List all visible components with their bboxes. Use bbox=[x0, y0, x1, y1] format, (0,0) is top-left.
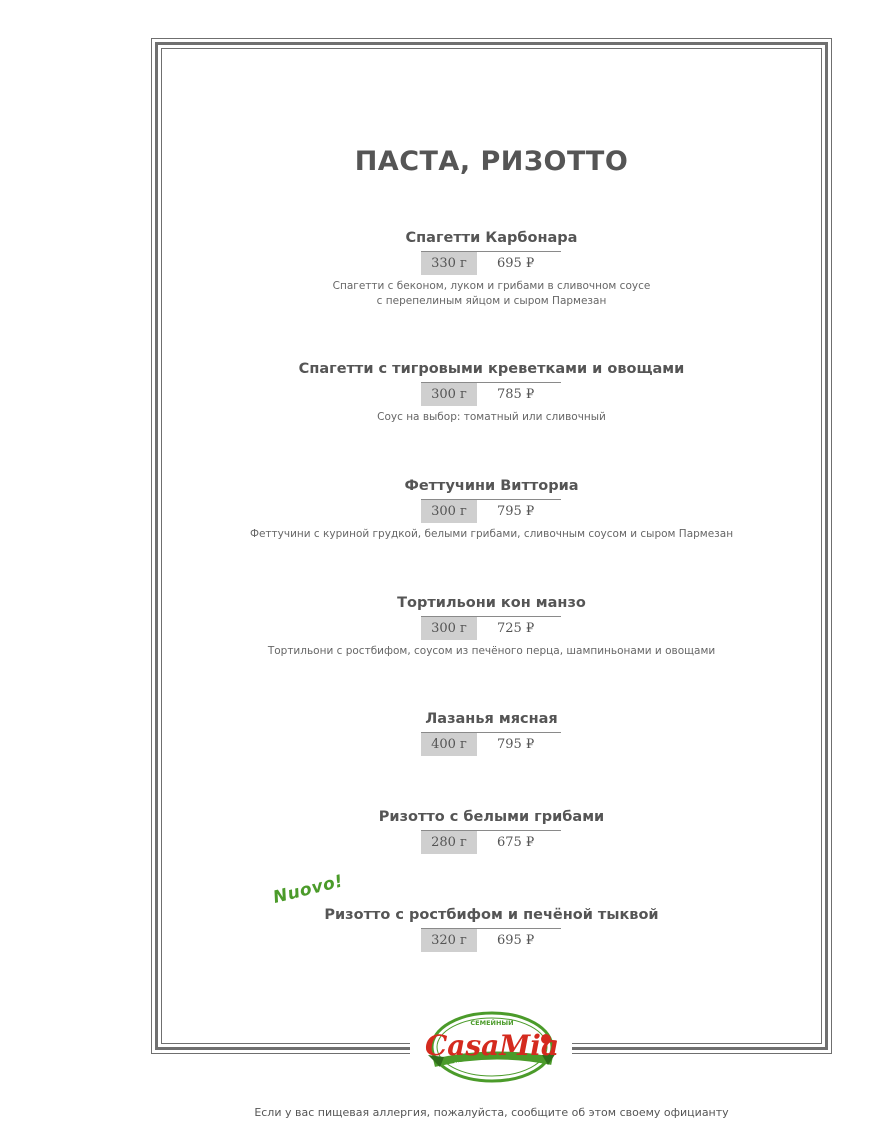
dish-description-line: Феттучини с куриной грудкой, белыми грибами, сливочным соусом и сыром Пармезан bbox=[249, 528, 734, 540]
new-badge: Nuovo! bbox=[271, 871, 346, 908]
dish-description-line: Спагетти с беконом, луком и грибами в сливочном соусе bbox=[332, 280, 651, 292]
dish-price: 795 ₽ bbox=[497, 504, 535, 519]
menu-item bbox=[151, 359, 832, 425]
logo-top-text: СЕМЕЙНЫЙ bbox=[470, 1019, 514, 1027]
dish-price: 795 ₽ bbox=[497, 737, 535, 752]
page-title: ПАСТА, РИЗОТТО bbox=[354, 146, 629, 177]
dish-description-line: Тортильони с ростбифом, соусом из печёного перца, шампиньонами и овощами bbox=[267, 645, 716, 657]
dish-weight: 400 г bbox=[421, 733, 477, 756]
price-row bbox=[151, 499, 832, 525]
price-row bbox=[151, 732, 832, 758]
menu-item bbox=[151, 228, 832, 309]
logo-bottom-text: ИТАЛЬЯНСКИЙ РЕСТОРАН bbox=[454, 1062, 530, 1068]
dish-weight: 300 г bbox=[421, 617, 477, 640]
dish-name: Ризотто с ростбифом и печёной тыквой bbox=[324, 907, 659, 923]
price-row bbox=[151, 830, 832, 856]
dish-price: 725 ₽ bbox=[497, 621, 535, 636]
dish-name: Спагетти с тигровыми креветками и овощами bbox=[298, 361, 685, 377]
menu-item bbox=[151, 807, 832, 856]
dish-weight: 300 г bbox=[421, 383, 477, 406]
allergy-note: Если у вас пищевая аллергия, пожалуйста, сообщите об этом своему официанту bbox=[254, 1106, 729, 1119]
dish-name: Тортильони кон манзо bbox=[397, 595, 586, 611]
menu-item bbox=[151, 476, 832, 542]
dish-name: Лазанья мясная bbox=[425, 711, 558, 727]
dish-price: 695 ₽ bbox=[497, 256, 535, 271]
dish-price: 785 ₽ bbox=[497, 387, 535, 402]
dish-name: Ризотто с белыми грибами bbox=[378, 809, 605, 825]
dish-name: Феттучини Витториа bbox=[404, 478, 579, 494]
menu-item bbox=[151, 905, 832, 954]
dish-price: 695 ₽ bbox=[497, 933, 535, 948]
price-row bbox=[151, 616, 832, 642]
dish-name: Спагетти Карбонара bbox=[405, 230, 578, 246]
menu-item bbox=[151, 709, 832, 758]
menu-item bbox=[151, 593, 832, 659]
dish-description-line: Соус на выбор: томатный или сливочный bbox=[377, 411, 606, 423]
price-row bbox=[151, 928, 832, 954]
menu-frame-inner-line bbox=[161, 48, 822, 1044]
dish-weight: 280 г bbox=[421, 831, 477, 854]
casamia-logo bbox=[420, 1005, 564, 1085]
dish-weight: 320 г bbox=[421, 929, 477, 952]
dish-description-line: с перепелиным яйцом и сыром Пармезан bbox=[376, 295, 607, 307]
price-row bbox=[151, 382, 832, 408]
dish-price: 675 ₽ bbox=[497, 835, 535, 850]
logo-brand: CasaMia bbox=[424, 1029, 560, 1062]
price-row bbox=[151, 251, 832, 277]
dish-weight: 330 г bbox=[421, 252, 477, 275]
dish-weight: 300 г bbox=[421, 500, 477, 523]
